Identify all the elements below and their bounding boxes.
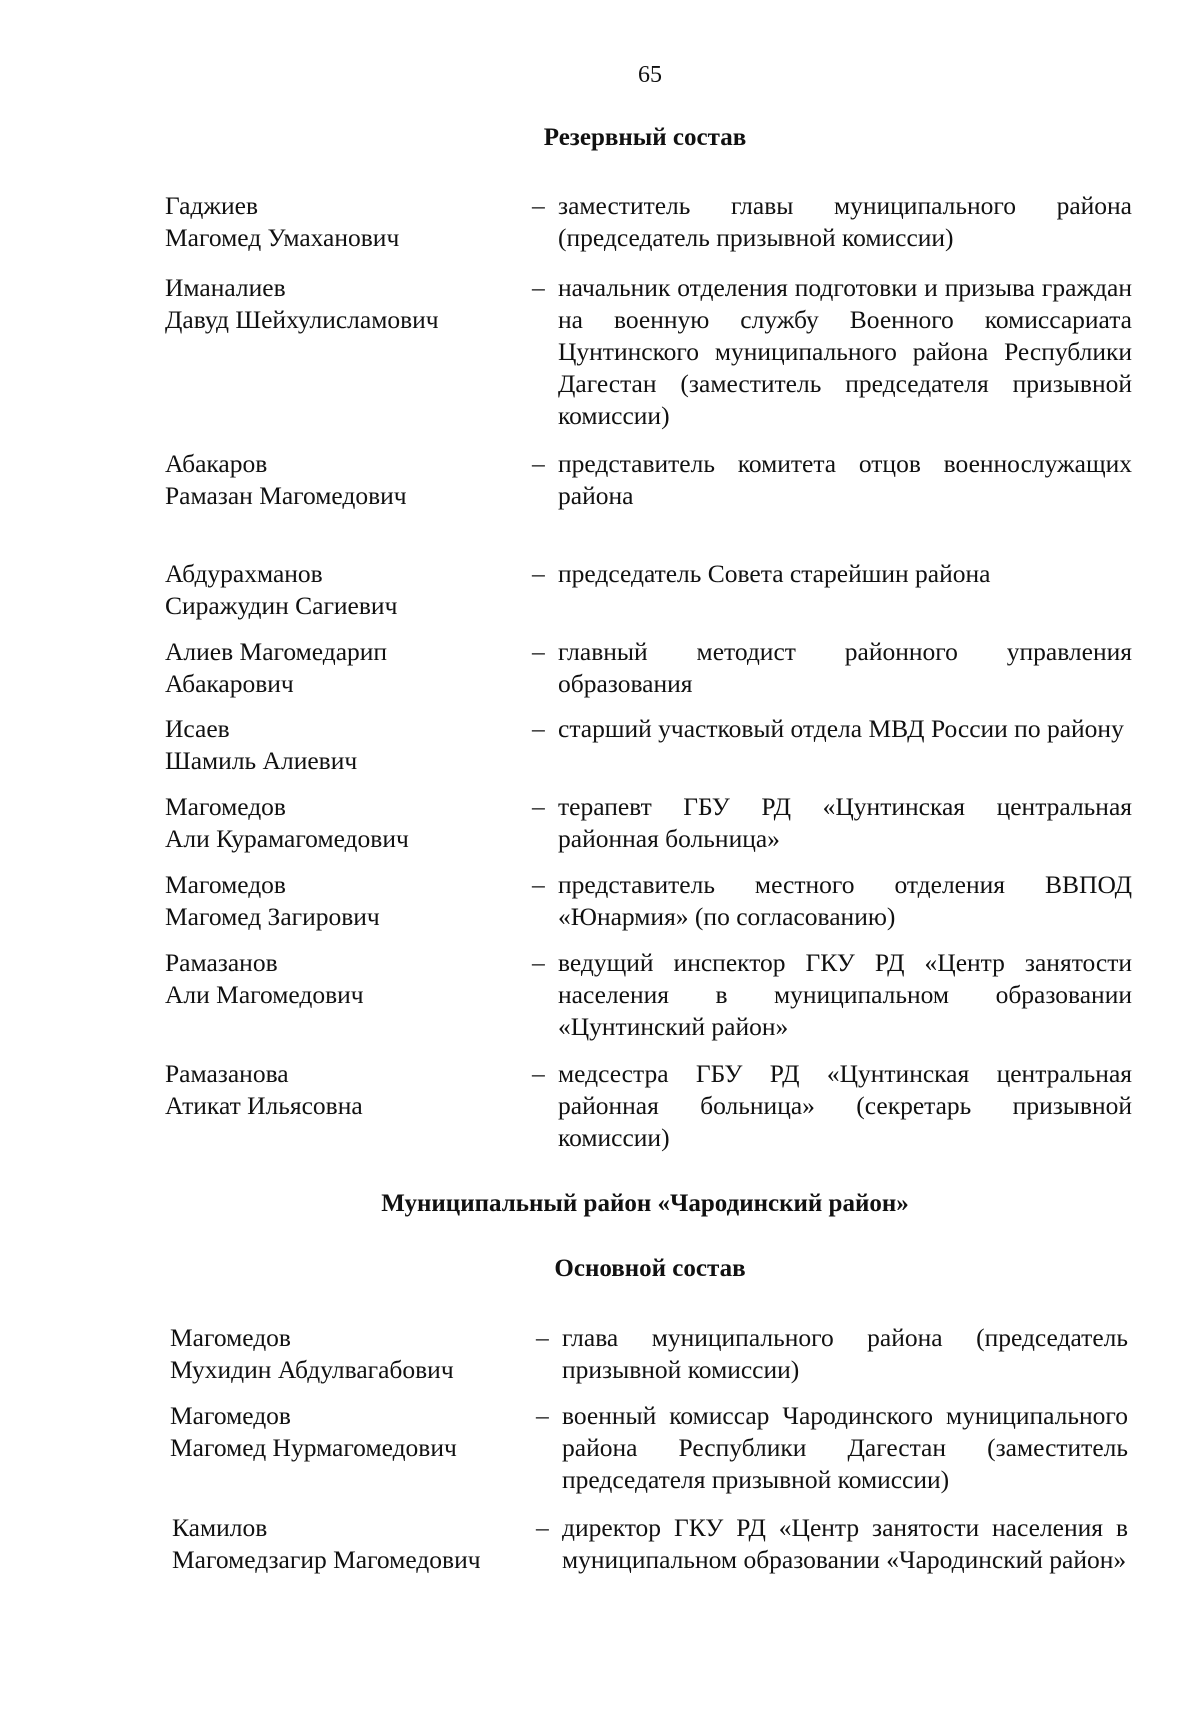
- role-text: главный методист районного управления образования: [558, 637, 1132, 698]
- member-role: [536, 1400, 1128, 1496]
- member-name: Абакаров Рамазан Магомедович: [165, 449, 407, 510]
- member-role: [532, 558, 1132, 590]
- role-dash: –: [532, 714, 545, 743]
- member-name: Рамазанова Атикат Ильясовна: [165, 1059, 363, 1120]
- member-name: Рамазанов Али Магомедович: [165, 948, 364, 1009]
- member-role: [532, 272, 1132, 432]
- member-role: [536, 1512, 1128, 1576]
- main-composition-heading: Основной состав: [554, 1255, 746, 1282]
- role-text: заместитель главы муниципального района (председатель призывной комиссии): [558, 191, 1132, 252]
- role-dash: –: [536, 1513, 549, 1542]
- district-heading: Муниципальный район «Чародинский район»: [381, 1190, 909, 1217]
- role-text: представитель местного отделения ВВПОД «Юнармия» (по согласованию): [558, 870, 1132, 931]
- member-role: [532, 636, 1132, 700]
- role-dash: –: [532, 559, 545, 588]
- role-dash: –: [532, 792, 545, 821]
- role-text: медсестра ГБУ РД «Цунтинская центральная районная больница» (секретарь призывной комиссии): [558, 1059, 1132, 1152]
- member-role: [532, 791, 1132, 855]
- member-role: [536, 1322, 1128, 1386]
- role-dash: –: [536, 1401, 549, 1430]
- member-name: Магомедов Магомед Нурмагомедович: [170, 1401, 457, 1462]
- member-name: Иманалиев Давуд Шейхулисламович: [165, 273, 439, 334]
- reserve-composition-heading: Резервный состав: [543, 124, 747, 151]
- member-name: Магомедов Мухидин Абдулвагабович: [170, 1323, 454, 1384]
- member-name: Исаев Шамиль Алиевич: [165, 714, 358, 775]
- member-role: [532, 448, 1132, 512]
- member-name: Абдурахманов Сиражудин Сагиевич: [165, 559, 398, 620]
- role-text: начальник отделения подготовки и призыва граждан на военную службу Военного комиссариата Цунтинского муниципального района Республики Дагестан (заместитель председателя призывной комиссии): [558, 273, 1132, 430]
- role-dash: –: [536, 1323, 549, 1352]
- role-text: военный комиссар Чародинского муниципального района Республики Дагестан (заместитель председателя призывной комиссии): [562, 1401, 1128, 1494]
- role-dash: –: [532, 948, 545, 977]
- role-text: представитель комитета отцов военнослужащих района: [558, 449, 1132, 510]
- role-text: глава муниципального района (председатель призывной комиссии): [562, 1323, 1128, 1384]
- member-name: Алиев Магомедарип Абакарович: [165, 637, 388, 698]
- role-dash: –: [532, 449, 545, 478]
- member-name: Гаджиев Магомед Умаханович: [165, 191, 400, 252]
- role-dash: –: [532, 870, 545, 899]
- member-role: [532, 869, 1132, 933]
- page-number: 65: [638, 62, 662, 88]
- role-dash: –: [532, 191, 545, 220]
- role-dash: –: [532, 637, 545, 666]
- member-name: Магомедов Магомед Загирович: [165, 870, 380, 931]
- role-dash: –: [532, 273, 545, 302]
- member-name: Камилов Магомедзагир Магомедович: [172, 1513, 481, 1574]
- member-role: [532, 713, 1132, 745]
- member-name: Магомедов Али Курамагомедович: [165, 792, 409, 853]
- role-text: терапевт ГБУ РД «Цунтинская центральная районная больница»: [558, 792, 1132, 853]
- member-role: [532, 1058, 1132, 1154]
- role-text: старший участковый отдела МВД России по району: [558, 714, 1124, 743]
- member-role: [532, 947, 1132, 1043]
- role-text: ведущий инспектор ГКУ РД «Центр занятости населения в муниципальном образовании «Цунтинский район»: [558, 948, 1132, 1041]
- role-text: директор ГКУ РД «Центр занятости населения в муниципальном образовании «Чародинский район»: [562, 1513, 1128, 1574]
- role-text: председатель Совета старейшин района: [558, 559, 991, 588]
- member-role: [532, 190, 1132, 254]
- role-dash: –: [532, 1059, 545, 1088]
